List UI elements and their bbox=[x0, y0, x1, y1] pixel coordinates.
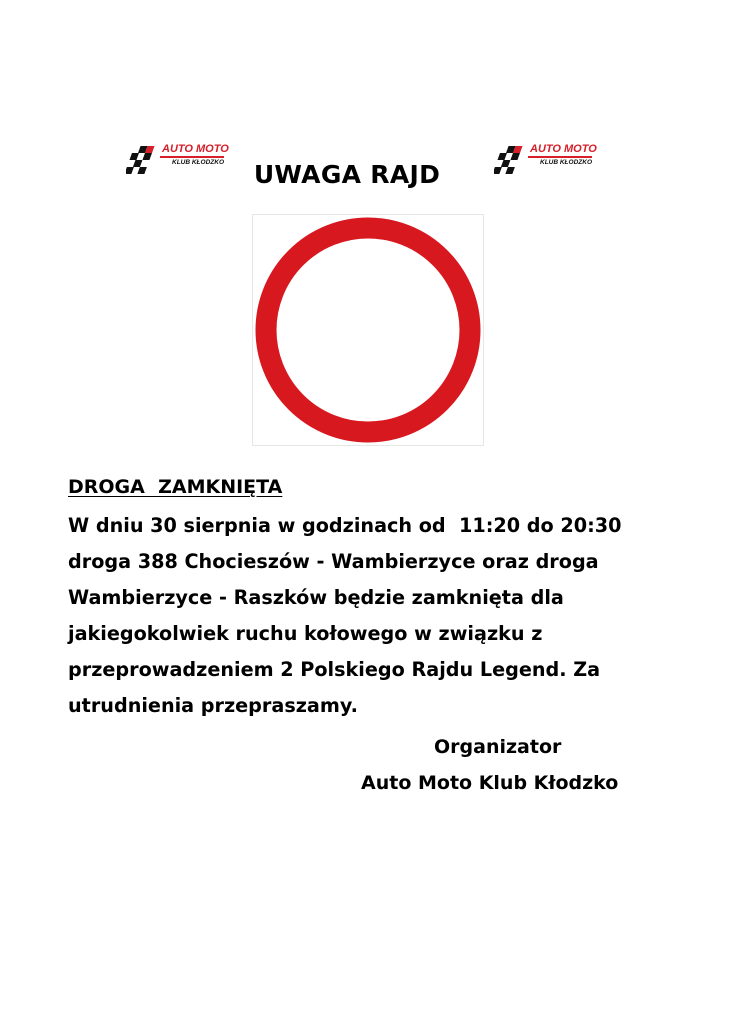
logo-text-klub: KLUB KŁODZKO bbox=[172, 159, 224, 166]
logo-underline bbox=[160, 156, 224, 158]
logo-underline bbox=[528, 156, 592, 158]
notice-heading: DROGA ZAMKNIĘTA bbox=[68, 476, 283, 498]
page-title: UWAGA RAJD bbox=[253, 160, 441, 189]
logo-text-klub: KLUB KŁODZKO bbox=[540, 159, 592, 166]
no-vehicles-sign-icon bbox=[253, 215, 483, 445]
notice-line: Wambierzyce - Raszków będzie zamknięta dla bbox=[68, 586, 564, 609]
logo-text-auto-moto: AUTO MOTO bbox=[162, 143, 229, 155]
signature-role: Organizator bbox=[434, 736, 562, 758]
road-sign bbox=[252, 214, 484, 446]
signature-club: Auto Moto Klub Kłodzko bbox=[361, 772, 619, 794]
notice-line: przeprowadzeniem 2 Polskiego Rajdu Legend. Za bbox=[68, 658, 601, 681]
notice-line: W dniu 30 sierpnia w godzinach od 11:20 do 20:30 bbox=[68, 514, 622, 537]
notice-body bbox=[68, 508, 668, 724]
notice-line: utrudnienia przepraszamy. bbox=[68, 694, 358, 717]
notice-line: droga 388 Chocieszów - Wambierzyce oraz droga bbox=[68, 550, 599, 573]
logo-text-auto-moto: AUTO MOTO bbox=[530, 143, 597, 155]
notice-line: jakiegokolwiek ruchu kołowego w związku z bbox=[68, 622, 543, 645]
